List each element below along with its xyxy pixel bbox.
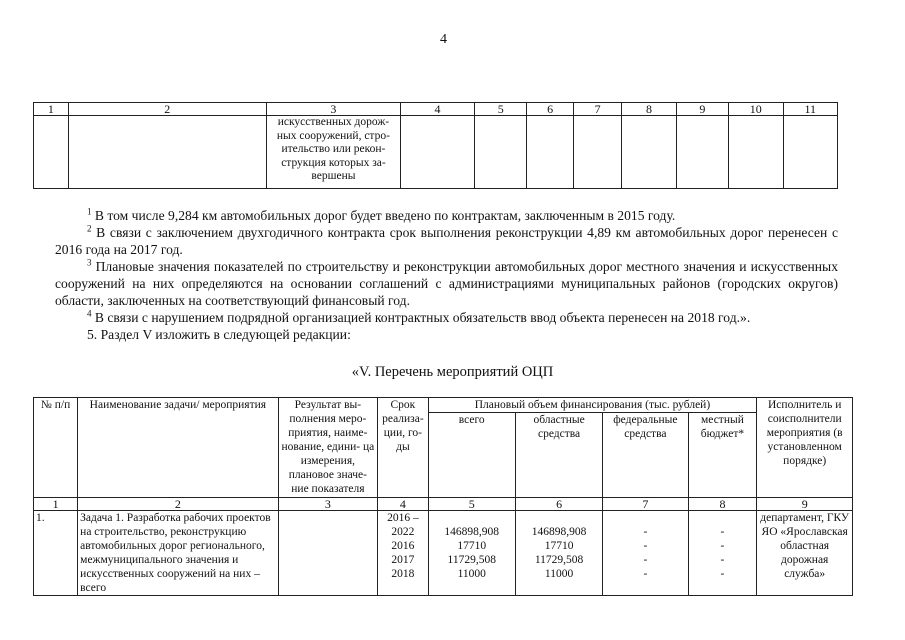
result-cell: искусственных дорож- ных сооружений, стро- ительство или рекон- струкция которых за- вершены <box>266 116 400 189</box>
header-cell: 9 <box>676 103 728 116</box>
header-cell: 7 <box>573 103 621 116</box>
header-term: Срок реализа- ции, го- ды <box>378 398 428 498</box>
header-cell: 11 <box>783 103 838 116</box>
page-number: 4 <box>440 32 447 47</box>
header-cell: 4 <box>401 103 475 116</box>
row-num: 1. <box>34 511 78 596</box>
measures-table <box>33 397 853 596</box>
header-cell: 8 <box>622 103 676 116</box>
header-cell: 10 <box>729 103 783 116</box>
header-cell: 6 <box>527 103 573 116</box>
row-local: - - - - <box>688 511 757 596</box>
continuation-table <box>33 102 838 189</box>
table-row <box>34 511 853 596</box>
header-cell: 3 <box>266 103 400 116</box>
row-federal: - - - - <box>603 511 688 596</box>
footnote: $^4$ В связи с нарушением подрядной организацией контрактных обязательств ввод объекта перенесен на 2018 год.». <box>87 308 751 325</box>
header-federal: федеральные средства <box>603 413 688 498</box>
header-local: местный бюджет* <box>688 413 757 498</box>
header-cell: 1 <box>34 103 69 116</box>
header-executor: Исполнитель и соисполнители мероприятия (в установленном порядке) <box>757 398 853 498</box>
header-row <box>34 398 853 413</box>
row-executor: департамент, ГКУ ЯО «Ярославская областная дорожная служба» <box>757 511 853 596</box>
header-plan: Плановый объем финансирования (тыс. рублей) <box>428 398 757 413</box>
header-num: № п/п <box>34 398 78 498</box>
row-name: Задача 1. Разработка рабочих проектов на строительство, реконструкцию автомобильных дорог регионального, межмуниципального значения и искусственных сооружений на них – всего <box>78 511 278 596</box>
footnote: $^1$ В том числе 9,284 км автомобильных дорог будет введено по контрактам, заключенным в 2015 году. <box>87 206 676 223</box>
table-row <box>34 116 838 189</box>
footnote: $^3$ Плановые значения показателей по строительству и реконструкции автомобильных дорог местного значения и искусственных сооружений на них определяются на основании соглашений с администрациями муниципальных районов (городских округов) области, заключенных на соответствующий финансовый год. <box>55 257 838 308</box>
item-5: 5. Раздел V изложить в следующей редакции: <box>87 327 351 342</box>
row-terms: 2016 – 2022 2016 2017 2018 <box>378 511 428 596</box>
table-header-row <box>34 103 838 116</box>
footnotes <box>55 207 838 343</box>
row-total: 146898,908 17710 11729,508 11000 <box>428 511 515 596</box>
header-total: всего <box>428 413 515 498</box>
header-cell: 5 <box>475 103 527 116</box>
column-number-row: 1 2 3 4 5 6 7 8 9 <box>34 498 853 511</box>
row-regional: 146898,908 17710 11729,508 11000 <box>515 511 602 596</box>
header-regional: областные средства <box>515 413 602 498</box>
header-result: Результат вы- полнения меро- приятия, наиме- нование, едини- ца измерения, плановое значе- ние показателя <box>278 398 378 498</box>
header-cell: 2 <box>68 103 266 116</box>
header-name: Наименование задачи/ мероприятия <box>78 398 278 498</box>
section-title: «V. Перечень мероприятий ОЦП <box>351 364 554 380</box>
footnote: $^2$ В связи с заключением двухгодичного контракта срок выполнения реконструкции 4,89 км автомобильных дорог перенесен с 2016 года на 2017 год. <box>55 223 838 257</box>
